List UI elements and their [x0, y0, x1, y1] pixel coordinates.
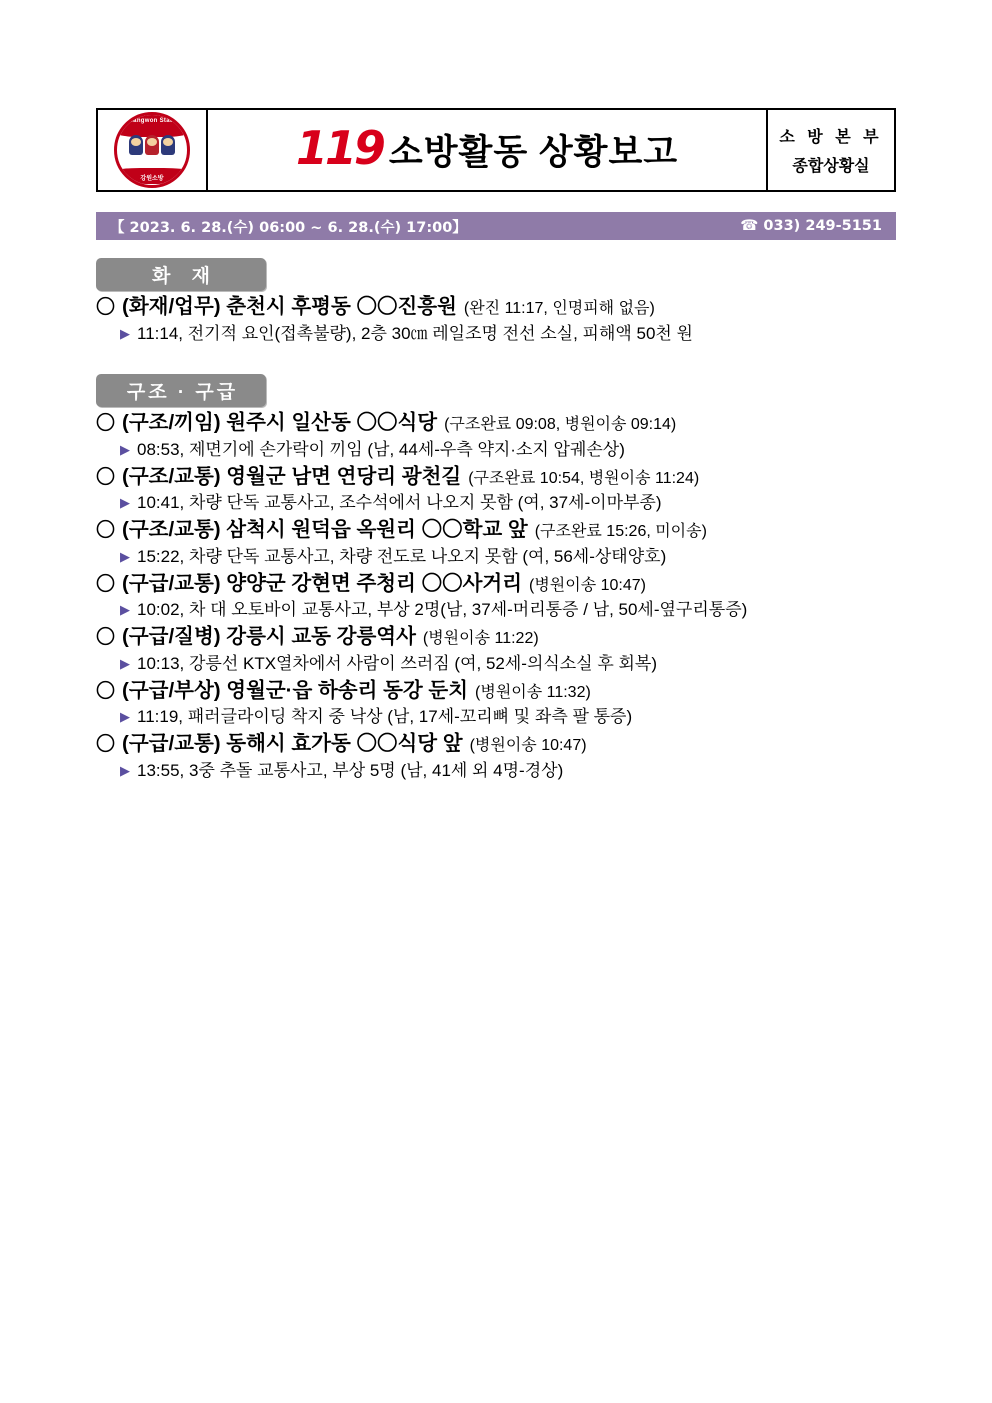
list-item	[96, 462, 926, 516]
circle-bullet-icon: 〇	[96, 296, 116, 318]
entry-status: (완진 11:17, 인명피해 없음)	[463, 300, 655, 317]
entry-detail-text: 15:22, 차량 단독 교통사고, 차량 전도로 나오지 못함 (여, 56세-상태양호)	[137, 546, 667, 566]
circle-bullet-icon: 〇	[96, 572, 116, 595]
circle-bullet-icon: 〇	[96, 733, 116, 756]
period-band	[96, 212, 896, 240]
entry-heading: (구급/교통) 동해시 효가동 〇〇식당 앞	[122, 732, 463, 756]
triangle-bullet-icon: ▶	[120, 325, 130, 341]
entry-detail-text: 08:53, 제면기에 손가락이 끼임 (남, 44세-우측 약지·소지 압궤손상)	[137, 439, 625, 459]
emblem-figure-left	[129, 135, 143, 155]
circle-bullet-icon: 〇	[96, 626, 116, 649]
header-title-cell	[208, 110, 768, 190]
entry-main-line	[96, 729, 926, 759]
contact-phone: ☎ 033) 249-5151	[740, 218, 882, 234]
list-item	[96, 622, 926, 676]
circle-bullet-icon: 〇	[96, 465, 116, 488]
list-item	[96, 515, 926, 569]
entry-detail-line	[96, 759, 926, 783]
entry-heading: (구조/끼임) 원주시 일산동 〇〇식당	[122, 411, 438, 434]
section-header-rescue: 구조 · 구급	[96, 374, 266, 407]
entry-detail-text: 10:41, 차량 단독 교통사고, 조수석에서 나오지 못함 (여, 37세-이마부종)	[137, 493, 662, 513]
emblem-figure-right	[161, 135, 175, 155]
gangwon-fire-emblem-icon	[114, 112, 190, 188]
circle-bullet-icon: 〇	[96, 519, 116, 542]
triangle-bullet-icon: ▶	[120, 441, 130, 457]
triangle-bullet-icon: ▶	[120, 548, 130, 564]
entry-detail-line	[96, 545, 926, 569]
entry-main-line	[96, 292, 926, 322]
section-header-fire: 화 재	[96, 258, 266, 291]
entry-main-line	[96, 515, 926, 545]
org-line-2: 종합상황실	[792, 158, 870, 175]
entry-detail-line	[96, 322, 926, 346]
entry-detail-line	[96, 491, 926, 515]
entry-status: (병원이송 11:22)	[422, 630, 539, 648]
entry-detail-line	[96, 652, 926, 676]
list-item	[96, 676, 926, 730]
entry-main-line	[96, 569, 926, 599]
report-header	[96, 108, 896, 192]
entry-status: (병원이송 10:47)	[469, 737, 587, 755]
list-item	[96, 292, 926, 346]
entry-status: (병원이송 10:47)	[529, 576, 646, 594]
entry-heading: (구급/교통) 양양군 강현면 주청리 〇〇사거리	[122, 571, 522, 595]
entry-detail-text: 11:19, 패러글라이딩 착지 중 낙상 (남, 17세-꼬리뼈 및 좌측 팔 통증)	[137, 707, 633, 727]
entry-status: (구조완료 15:26, 미이송)	[534, 523, 707, 541]
org-line-1: 소 방 본 부	[779, 129, 883, 146]
triangle-bullet-icon: ▶	[120, 762, 130, 778]
header-org-cell	[768, 110, 894, 190]
entry-detail-line	[96, 705, 926, 729]
entry-detail-text: 11:14, 전기적 요인(접촉불량), 2층 30㎝ 레일조명 전선 소실, 피해액 50천 원	[137, 323, 693, 343]
entry-detail-text: 10:13, 강릉선 KTX열차에서 사람이 쓰러짐 (여, 52세-의식소실 후 회복)	[137, 653, 658, 673]
report-period: 【 2023. 6. 28.(수) 06:00 ~ 6. 28.(수) 17:00】	[110, 219, 467, 236]
entry-status: (구조완료 10:54, 병원이송 11:24)	[468, 469, 700, 487]
entry-heading: (구급/질병) 강릉시 교동 강릉역사	[122, 625, 416, 649]
circle-bullet-icon: 〇	[96, 412, 116, 434]
emblem-bottom-text: 강원소방	[117, 168, 187, 184]
list-item	[96, 729, 926, 783]
triangle-bullet-icon: ▶	[120, 602, 130, 618]
fire-entry-list	[96, 292, 926, 346]
rescue-entry-list	[96, 408, 926, 783]
entry-status: (구조완료 09:08, 병원이송 09:14)	[444, 416, 677, 433]
entry-detail-line	[96, 438, 926, 462]
triangle-bullet-icon: ▶	[120, 709, 130, 725]
triangle-bullet-icon: ▶	[120, 495, 130, 511]
entry-main-line	[96, 676, 926, 706]
emblem-cell	[98, 110, 208, 190]
entry-main-line	[96, 462, 926, 492]
logo-119-icon: 119	[295, 121, 383, 175]
entry-detail-text: 13:55, 3중 추돌 교통사고, 부상 5명 (남, 41세 외 4명-경상)	[137, 760, 564, 780]
entry-heading: (구조/교통) 삼척시 원덕읍 옥원리 〇〇학교 앞	[122, 518, 528, 542]
entry-detail-text: 10:02, 차 대 오토바이 교통사고, 부상 2명(남, 37세-머리통증 / 남, 50세-옆구리통증)	[137, 600, 748, 620]
entry-heading: (구조/교통) 영월군 남면 연당리 광천길	[122, 464, 462, 488]
emblem-top-text: Gangwon State	[128, 118, 176, 124]
circle-bullet-icon: 〇	[96, 679, 116, 702]
entry-heading: (화재/업무) 춘천시 후평동 〇〇진흥원	[122, 295, 457, 318]
emblem-figures	[117, 135, 187, 155]
entry-detail-line	[96, 598, 926, 622]
entry-main-line	[96, 622, 926, 652]
page-title: 소방활동 상황보고	[388, 133, 679, 172]
emblem-figure-mid	[145, 135, 159, 155]
entry-main-line	[96, 408, 926, 438]
entry-status: (병원이송 11:32)	[475, 683, 591, 701]
list-item	[96, 408, 926, 462]
list-item	[96, 569, 926, 623]
entry-heading: (구급/부상) 영월군·읍 하송리 동강 둔치	[122, 678, 469, 702]
triangle-bullet-icon: ▶	[120, 655, 130, 671]
